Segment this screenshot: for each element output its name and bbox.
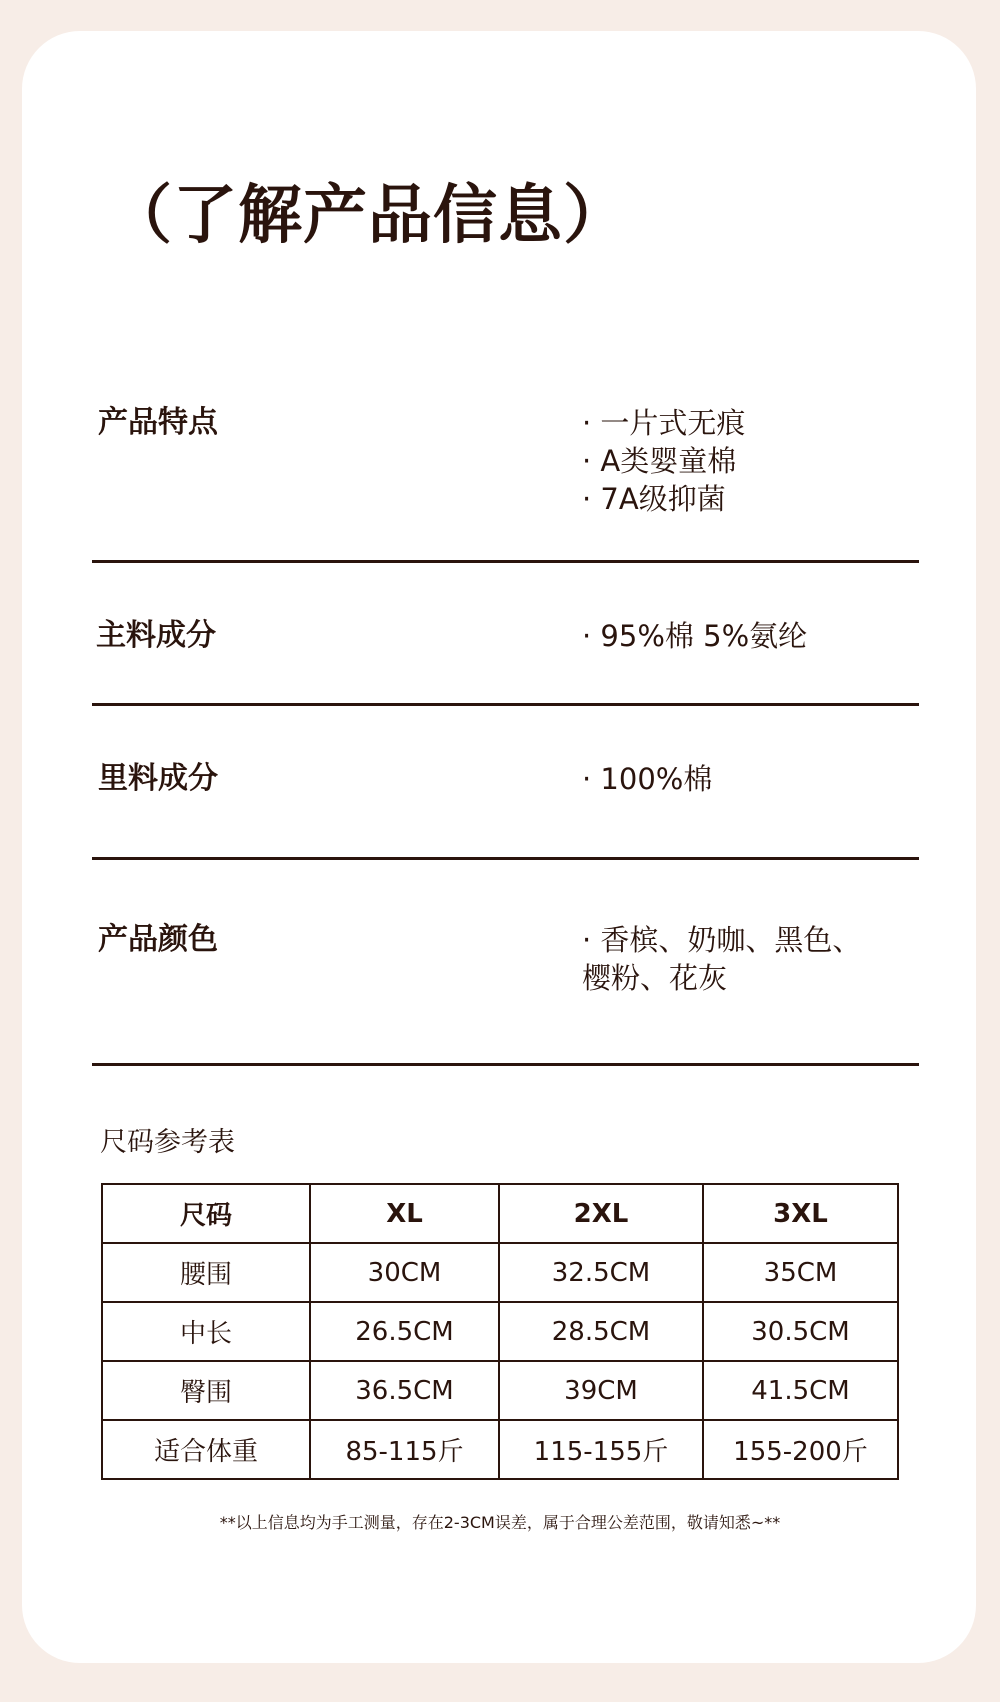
table-cell: 臀围 — [102, 1361, 310, 1420]
info-value: · 7A级抑菌 — [582, 482, 726, 516]
table-header-row — [102, 1184, 898, 1243]
size-table — [101, 1183, 899, 1480]
info-values — [582, 404, 745, 518]
page-title: （了解产品信息） — [108, 179, 628, 253]
table-cell: 35CM — [703, 1243, 898, 1302]
divider — [92, 1063, 919, 1066]
info-value: · 香槟、奶咖、黑色、 — [582, 923, 862, 957]
info-value: · 95%棉 5%氨纶 — [582, 619, 808, 653]
table-cell: 32.5CM — [499, 1243, 703, 1302]
info-label: 里料成分 — [98, 761, 218, 796]
table-cell: 28.5CM — [499, 1302, 703, 1361]
info-values — [582, 760, 712, 798]
table-cell: 155-200斤 — [703, 1420, 898, 1479]
info-value: · 100%棉 — [582, 762, 713, 796]
info-label: 产品特点 — [98, 405, 218, 440]
table-header-cell: 3XL — [703, 1184, 898, 1243]
table-cell: 115-155斤 — [499, 1420, 703, 1479]
table-row — [102, 1302, 898, 1361]
table-cell: 中长 — [102, 1302, 310, 1361]
table-cell: 39CM — [499, 1361, 703, 1420]
info-value: · 一片式无痕 — [582, 406, 746, 440]
table-header-cell: 2XL — [499, 1184, 703, 1243]
table-cell: 41.5CM — [703, 1361, 898, 1420]
divider — [92, 857, 919, 860]
table-header-cell: XL — [310, 1184, 499, 1243]
size-table-caption: 尺码参考表 — [100, 1127, 235, 1158]
table-cell: 30CM — [310, 1243, 499, 1302]
table-header-cell: 尺码 — [102, 1184, 310, 1243]
info-value: 樱粉、花灰 — [582, 961, 728, 995]
info-values — [582, 617, 807, 655]
table-cell: 26.5CM — [310, 1302, 499, 1361]
info-values — [582, 921, 861, 997]
divider — [92, 560, 919, 563]
table-cell: 30.5CM — [703, 1302, 898, 1361]
divider — [92, 703, 919, 706]
table-cell: 适合体重 — [102, 1420, 310, 1479]
table-row — [102, 1361, 898, 1420]
info-label: 产品颜色 — [98, 922, 218, 957]
table-row — [102, 1243, 898, 1302]
info-value: · A类婴童棉 — [582, 444, 737, 478]
table-cell: 85-115斤 — [310, 1420, 499, 1479]
table-cell: 腰围 — [102, 1243, 310, 1302]
info-label: 主料成分 — [96, 618, 216, 653]
table-cell: 36.5CM — [310, 1361, 499, 1420]
footnote: **以上信息均为手工测量，存在2-3CM误差，属于合理公差范围，敬请知悉~** — [219, 1513, 781, 1532]
table-row — [102, 1420, 898, 1479]
